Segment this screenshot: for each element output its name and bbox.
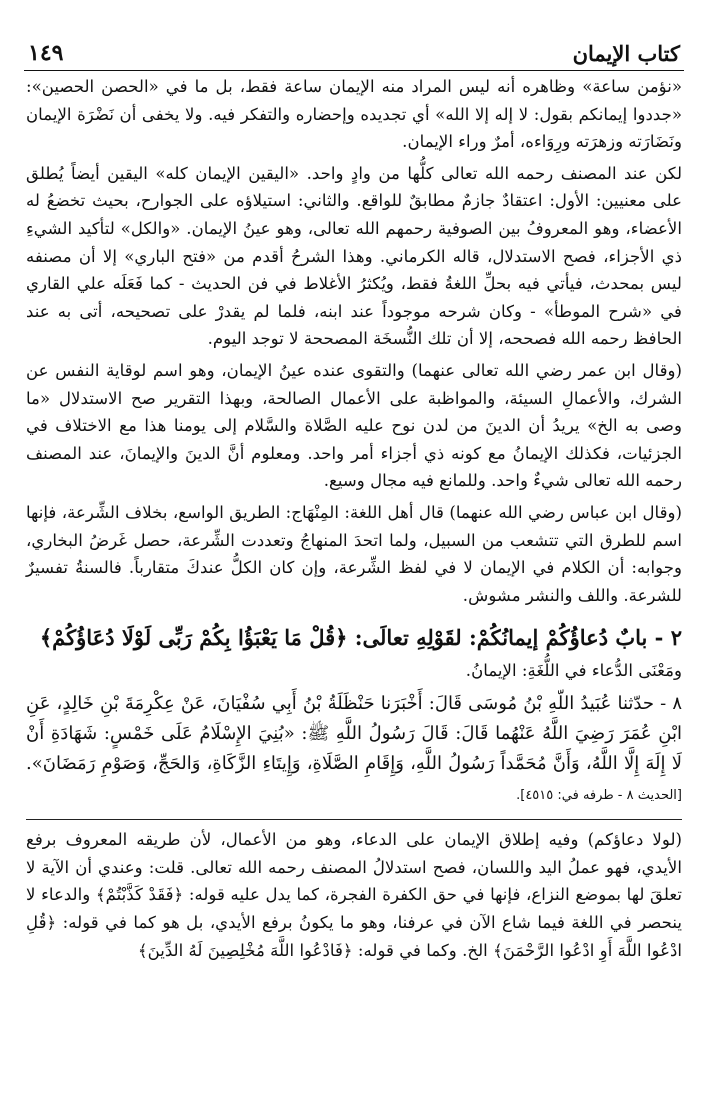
commentary-paragraph: (لولا دعاؤكم) وفيه إطلاق الإيمان على الدعاء، وهو من الأعمال، لأن طريقه المعروف برفع الأيدي، فهو عملُ اليد واللسان، فصح استدلالُ المصنف رحمه الله تعالى. قلت: وعندي أن الآية لا تعلقَ لها بموضع النزاع، فإنها في حق الكفرة الفجرة، كما يدل عليه قوله: ﴿فَقَدْ كَذَّبْتُمْ﴾ والدعاء لا ينحصر في اللغة فيما شاع الآن في عرفنا، وهو ما يكونُ برفع الأيدي، بل هو كما في قوله: ﴿قُلِ ادْعُوا اللَّهَ أَوِ ادْعُوا الرَّحْمَنَ﴾ الخ. وكما في قوله: ﴿فَادْعُوا اللَّهَ مُخْلِصِينَ لَهُ الدِّينَ﴾ (26, 830, 682, 960)
running-header (24, 30, 684, 71)
page-body (24, 73, 684, 964)
chapter-subheading: ومَعْنَى الدُّعاء في اللُّغَةِ: الإيمانُ. (465, 661, 682, 681)
section-divider (26, 819, 682, 820)
hadith-text (26, 689, 682, 811)
hadith-body: ٨ - حدّثنا عُبَيدُ اللّهِ بْنُ مُوسَى قَالَ: أَخْبَرَنا حَنْظَلَةُ بْنُ أَبِي سُفْيَانَ، عَنْ عِكْرِمَةَ بْنِ خَالِدٍ، عَنِ ابْنِ عُمَرَ رَضِيَ اللَّهُ عَنْهُما قَالَ: قَالَ رَسُولُ اللَّهِ ﷺ: «بُنِيَ الإِسْلَامُ عَلَى خَمْسٍ: شَهَادَةِ أَنْ لَا إِلَهَ إِلَّا اللَّهُ، وَأَنَّ مُحَمَّداً رَسُولُ اللَّهِ، وَإِقَامِ الصَّلَاةِ، وَإِيتَاءِ الزَّكَاةِ، وَالحَجِّ، وَصَوْمِ رَمَضَانَ». (26, 693, 682, 775)
commentary-paragraph: «نؤمن ساعة» وظاهره أنه ليس المراد منه الإيمان ساعة فقط، بل ما في «الحصن الحصين»: «جددوا إيمانكم بقول: لا إله إلا الله» أي تجديده وإحضاره والتفكر فيه. ولا يخفى أن نَضْرَة الإيمان ونَضَارَته وزهرَته ورِوَاءه، أمرٌ وراء الإيمان. (26, 77, 682, 152)
page-number: ١٤٩ (28, 40, 64, 66)
hadith-reference: [الحديث ٨ - طرفه في: ٤٥١٥]. (516, 788, 682, 804)
commentary-paragraph: (وقال ابن عمر رضي الله تعالى عنهما) والتقوى عنده عينُ الإيمان، وهو اسم لوقاية النفس عن الشرك، والأعمالِ السيئة، والمواظبة على الأعمال الصالحة، وبهذا التقرير صح الاستدلال «ما وصى به الخ» يريدُ أن الدينَ من لدن نوح عليه الصَّلاة والسَّلام إلى يومنا هذا مع الاختلاف في الجزئيات، فكذلك الإيمانُ مع كونه ذي أجزاء أمر واحد. ومعلوم أنَّ الدينَ والإيمانَ، عند المصنف رحمه الله تعالى شيءٌ واحد. وللمانع فيه مجال وسيع. (26, 360, 682, 491)
chapter-title: كتاب الإيمان (572, 41, 680, 66)
chapter-heading: ٢ - بابٌ دُعاؤُكُمْ إيمانُكُمْ: لقَوْلِهِ تعالَى: ﴿قُلْ مَا يَعْبَؤُا بِكُمْ رَبِّى لَوْلَا دُعَاؤُكُمْ﴾ (39, 625, 682, 651)
commentary-paragraph: لكن عند المصنف رحمه الله تعالى كلُّها من وادٍ واحد. «اليقين الإيمان كله» اليقين أيضاً يُطلق على معنيين: الأول: اعتقادٌ جازمٌ مطابقٌ للواقع. والثاني: استيلاؤه على الجوارح، بحيث تخضعُ له الأعضاء، وهو المعروفُ بين الصوفية رحمهم الله تعالى، وهو عينُ الإيمان. «والكل» لتأكيد الشيءِ ذي الأجزاء، فصح الاستدلال، قاله الكرماني. وهذا الشرحُ أقدم من «فتح الباري» إلا أن مصنفه ليس بمحدث، فيأتي فيه بحلِّ اللغةُ فقط، ويُكثرُ الأغلاط في فن الحديث - كما فَعَلَه علي القاري في «شرح الموطأ» - وكان شرحه موجوداً عند ابنه، فلما لم يقدرْ على تصحيحه، أتى به عند الحافظ رحمه الله فصححه، إلا أن تلك النُّسخَة المصححة لا توجد اليوم. (26, 163, 682, 349)
commentary-paragraph: (وقال ابن عباس رضي الله عنهما) قال أهل اللغة: المِنْهَاج: الطريق الواسع، بخلاف الشِّرعة، فإنها اسم للطرق التي تتشعب من السبيل، ولما اتحدَ المنهاجُ وتعددت الشِّرعة، حصل غَرضُ البخاري، وجوابه: أن الكلام في الإيمان لا في لفظ الشِّرعة، وإن كان الكلُّ عندكَ متقارباً. فالسنةُ تفسيرٌ للشرعة. واللف والنشر مشوش. (26, 502, 682, 605)
